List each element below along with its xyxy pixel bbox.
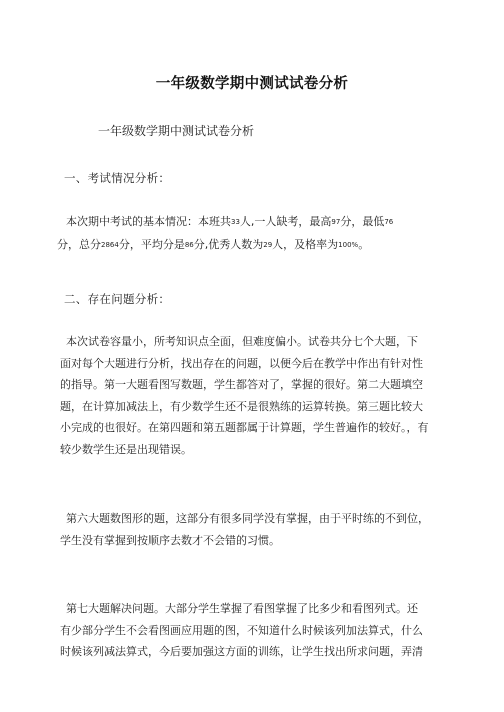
text-span: 。 [358,237,370,251]
paragraph-line: 时候该列减法算式，今后要加强这方面的训练，让学生找出所求问题，弄清 [60,645,423,658]
paragraph-line: 较少数学生还是出现错误。 [60,442,192,456]
paragraph-line: 题，在计算加减法上，有少数学生还不是很熟练的运算转换。第三题比较大 [60,399,423,413]
paragraph-graphics-question [61,508,451,551]
number-span: 100% [338,240,359,249]
paragraph-line: 面对每个大题进行分析，找出存在的问题，以便今后在教学中作出有针对性 [60,356,423,370]
paragraph-problem-solving [61,598,451,663]
paragraph-exam-stats [57,211,451,256]
number-span: 97 [331,218,341,226]
paragraph-line: 学生没有掌握到按顺序去数才不会错的习惯。 [60,533,280,547]
paragraph-line: 的指导。第一大题看图写数题，学生都答对了，掌握的很好。第二大题填空 [60,378,423,391]
text-span: 分，最低 [340,215,385,228]
number-span: 2864 [101,240,119,249]
text-span: 人，及格率为 [272,237,339,251]
section-heading-exam-overview: 一、考试情况分析： [64,171,171,185]
text-span: 人,一人缺考，最高 [239,215,332,228]
paragraph-problem-analysis [61,331,451,460]
number-span: 86 [184,240,194,249]
paragraph-line: 第七大题解决问题。大部分学生掌握了看图掌握了比多少和看图列式。还 [66,602,418,615]
paragraph-line [57,234,451,257]
paragraph-line [61,211,451,234]
text-span: 分，总分 [57,237,101,251]
paragraph-line: 小完成的也很好。在第四题和第五题都属于计算题，学生普遍作的较好。，有 [60,421,429,434]
paragraph-line: 第六大题数图形的题，这部分有很多同学没有掌握，由于平时练的不到位， [66,512,429,525]
section-heading-problem-analysis: 二、存在问题分析： [64,292,171,306]
number-span: 33 [231,218,240,226]
document-subtitle: 一年级数学期中测试试卷分析 [98,124,255,138]
text-span: 本次期中考试的基本情况：本班共 [66,215,231,228]
paragraph-line: 本次试卷容量小，所考知识点全面，但难度偏小。试卷共分七个大题，下 [66,335,418,348]
text-span: 分，平均分是 [118,237,185,251]
text-span: 分,优秀人数为 [193,237,264,251]
document-title: 一年级数学期中测试试卷分析 [155,76,349,92]
number-span: 29 [263,240,273,249]
paragraph-line: 有少部分学生不会看图画应用题的图，不知道什么时候该列加法算式，什么 [60,623,423,637]
number-span: 76 [384,218,394,226]
